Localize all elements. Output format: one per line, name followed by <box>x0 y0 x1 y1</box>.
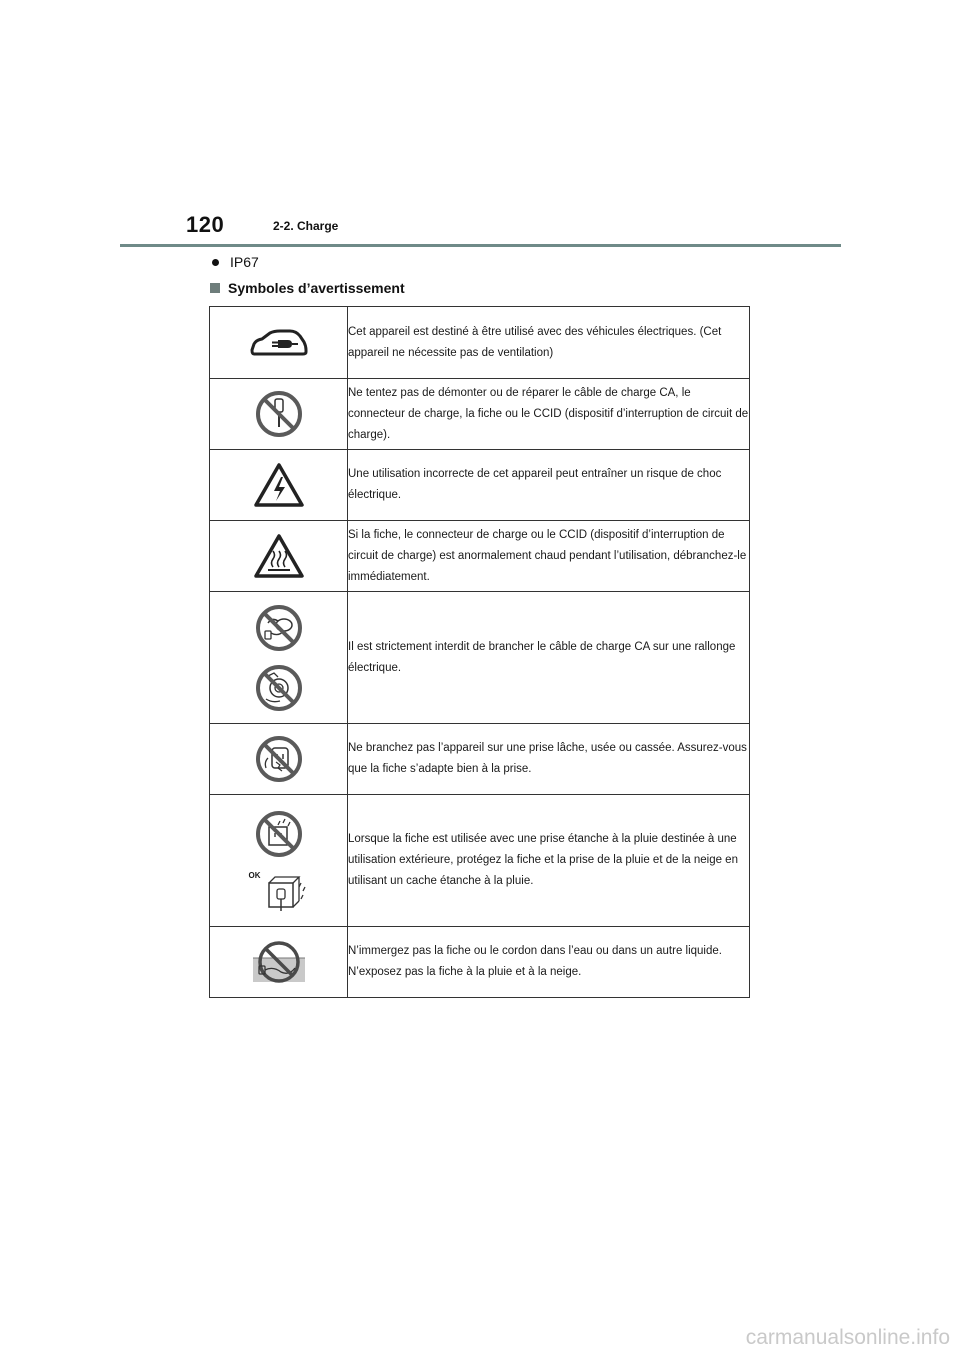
table-row <box>210 379 750 450</box>
icon-cell <box>210 592 348 724</box>
icon-cell <box>210 307 348 379</box>
no-damaged-outlet-icon <box>254 734 304 784</box>
text-cell <box>348 307 750 379</box>
warning-text: Ne tentez pas de démonter ou de réparer le câble de charge CA, le connecteur de charge, la fiche ou le CCID (dispositif d’interruption de circuit de charge). <box>348 386 749 441</box>
footer-watermark: carmanualsonline.info <box>745 1326 950 1349</box>
table-row <box>210 307 750 379</box>
warning-text: Lorsque la fiche est utilisée avec une prise étanche à la pluie destinée à une utilisation extérieure, protégez la fiche et la prise de la pluie et de la neige en utilisant un cache étanche à la pluie. <box>348 833 738 887</box>
text-cell <box>348 450 750 521</box>
table-row <box>210 927 750 998</box>
covered-outlet-ok-icon <box>263 869 309 913</box>
warning-symbols-table <box>209 306 750 998</box>
header-divider <box>120 244 841 247</box>
table-row <box>210 450 750 521</box>
text-cell <box>348 592 750 724</box>
hot-surface-warning-icon <box>253 533 305 579</box>
ok-icon-group <box>249 869 309 913</box>
warning-text: Cet appareil est destiné à être utilisé avec des véhicules électriques. (Cet appareil ne nécessite pas de ventilation) <box>348 325 722 359</box>
ok-label: OK <box>248 870 261 880</box>
page-number: 120 <box>186 212 225 237</box>
no-immersion-icon <box>251 940 307 984</box>
icon-cell <box>210 795 348 927</box>
table-row <box>210 592 750 724</box>
electric-shock-warning-icon <box>253 462 305 508</box>
table-row <box>210 724 750 795</box>
text-cell <box>348 927 750 998</box>
subheading-text: Symboles d’avertissement <box>228 280 405 296</box>
no-cord-reel-icon <box>254 663 304 713</box>
icon-cell <box>210 927 348 998</box>
text-cell <box>348 795 750 927</box>
text-cell <box>348 379 750 450</box>
no-outlet-in-rain-icon <box>254 809 304 859</box>
square-bullet-icon <box>210 283 220 293</box>
ev-plug-car-icon <box>250 328 308 358</box>
bullet-icon <box>212 259 219 266</box>
subheading <box>210 280 405 296</box>
warning-text: Une utilisation incorrecte de cet appareil peut entraîner un risque de choc électrique. <box>348 468 722 501</box>
icon-cell <box>210 379 348 450</box>
section-title: 2-2. Charge <box>273 219 339 233</box>
no-disassembly-screwdriver-icon <box>254 389 304 439</box>
text-cell <box>348 724 750 795</box>
bullet-item <box>212 254 259 270</box>
warning-text: Si la fiche, le connecteur de charge ou le CCID (dispositif d’interruption de circuit de charge) est anormalement chaud pendant l’utilisation, débranchez-le immédiatement. <box>348 528 747 583</box>
icon-cell <box>210 724 348 795</box>
table-row <box>210 521 750 592</box>
warning-text: Il est strictement interdit de brancher le câble de charge CA sur une rallonge électrique. <box>348 640 736 674</box>
warning-text: N’immergez pas la fiche ou le cordon dans l’eau ou dans un autre liquide. N’exposez pas la fiche à la pluie et à la neige. <box>348 945 722 978</box>
no-extension-cord-icon <box>254 603 304 653</box>
text-cell <box>348 521 750 592</box>
bullet-text: IP67 <box>230 254 259 270</box>
table-row <box>210 795 750 927</box>
warning-text: Ne branchez pas l’appareil sur une prise lâche, usée ou cassée. Assurez-vous que la fiche s’adapte bien à la prise. <box>348 742 747 775</box>
icon-cell <box>210 521 348 592</box>
icon-cell <box>210 450 348 521</box>
